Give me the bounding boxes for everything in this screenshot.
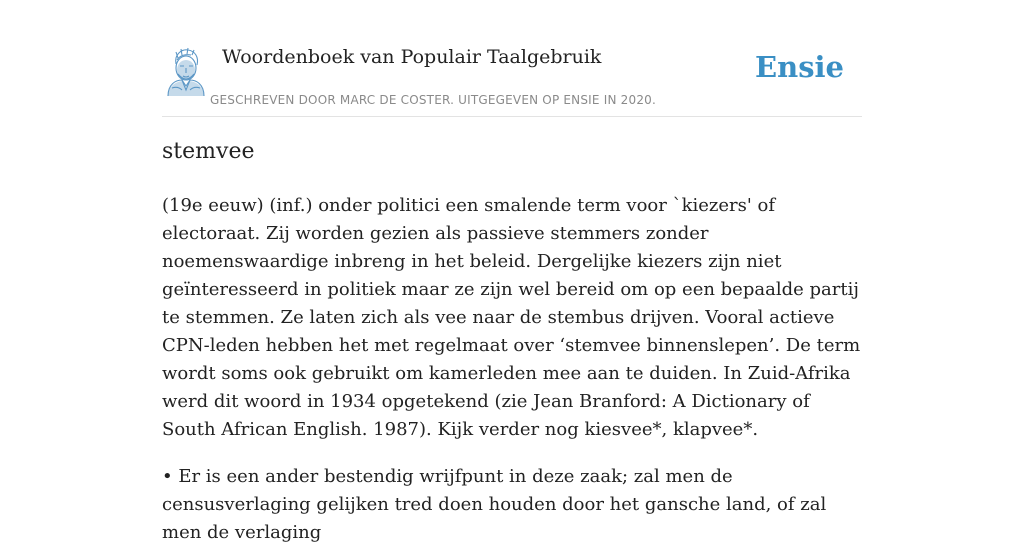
ensie-logo-link[interactable]: Ensie [755, 50, 844, 84]
book-title[interactable]: Woordenboek van Populair Taalgebruik [222, 46, 602, 68]
entry-definition: (19e eeuw) (inf.) onder politici een smalende term voor `kiezers' of electoraat. Zij worden gezien als passieve stemmers zonder noemenswaardige inbreng in het beleid. Dergelijke kiezers zijn niet geïnteresseerd in politiek maar ze zijn wel bereid om op een bepaalde partij te stemmen. Ze laten zich als vee naar de stembus drijven. Vooral actieve CPN-leden hebben het met regelmaat over ‘stemvee binnenslepen’. De term wordt soms ook gebruikt om kamerleden mee aan te duiden. In Zuid-Afrika werd dit woord in 1934 opgetekend (zie Jean Branford: A Dictionary of South African English. 1987). Kijk verder nog kiesvee*, klapvee*. [162, 195, 861, 440]
author-byline: GESCHREVEN DOOR MARC DE COSTER. UITGEGEVEN OP ENSIE IN 2020. [210, 93, 656, 107]
entry-headword: stemvee [162, 139, 255, 164]
entry-example-quote: • Er is een ander bestendig wrijfpunt in deze zaak; zal men de censusverlaging gelijken tred doen houden door het gansche land, of zal men de verlaging [162, 466, 827, 543]
author-portrait-icon [162, 46, 210, 96]
header [162, 44, 862, 117]
